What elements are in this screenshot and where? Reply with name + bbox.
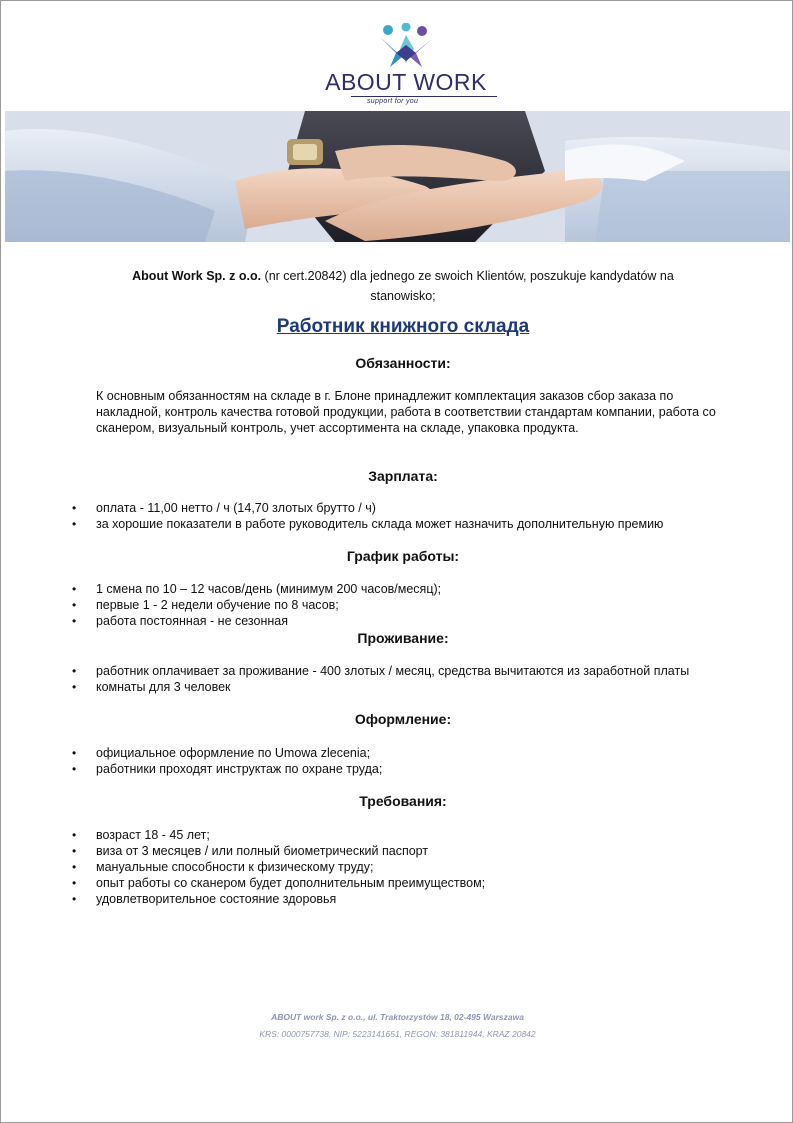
logo-tagline: support for you [367, 98, 419, 105]
hands-photo-banner [5, 111, 790, 242]
logo-underline [351, 96, 497, 97]
housing-heading: Проживание: [357, 630, 449, 646]
logo-name: ABOUT WORK [325, 69, 487, 95]
requirements-list [1, 827, 716, 907]
company-logo [301, 23, 511, 105]
list-item: • работники проходят инструктаж по охране труда; [1, 761, 716, 777]
people-logo-icon [376, 23, 436, 69]
hands-photo-image [5, 111, 790, 242]
duties-heading: Обязанности: [355, 355, 451, 371]
registration-heading: Оформление: [354, 711, 452, 727]
company-name: About Work Sp. z o.o. [132, 269, 262, 283]
list-item: • возраст 18 - 45 лет; [1, 827, 716, 843]
intro-text: (nr cert.20842) dla jednego ze swoich Klientów, poszukuje kandydatów na stanowisko; [261, 269, 674, 303]
list-item: • за хорошие показатели в работе руководитель склада может назначить дополнительную премию [1, 516, 716, 532]
duties-text: К основным обязанностям на складе в г. Блоне принадлежит комплектация заказов сбор заказа по накладной, контроль качества готовой продукции, работа в соответствии стандартам компании, работа со сканером, визуальный контроль, учет ассортимента на складе, упаковка продукта. [96, 389, 716, 435]
list-item: • 1 смена по 10 – 12 часов/день (минимум 200 часов/месяц); [1, 581, 716, 597]
list-item: • опыт работы со сканером будет дополнительным преимуществом; [1, 875, 716, 891]
list-item: • виза от 3 месяцев / или полный биометрический паспорт [1, 843, 716, 859]
registration-list [1, 745, 716, 777]
footer-address [1, 1012, 793, 1022]
footer-registration: KRS: 0000757738. NIP: 5223141651, REGON: 381811944, KRAZ 20842 [259, 1029, 536, 1039]
job-title: Работник книжного склада [276, 316, 530, 337]
requirements-heading: Требования: [359, 793, 447, 809]
list-item: • официальное оформление по Umowa zlecenia; [1, 745, 716, 761]
list-item: • первые 1 - 2 недели обучение по 8 часов; [1, 597, 716, 613]
list-item: • оплата - 11,00 нетто / ч (14,70 злотых брутто / ч) [1, 500, 716, 516]
schedule-list [1, 581, 716, 629]
list-item: • работник оплачивает за проживание - 400 злотых / месяц, средства вычитаются из заработной платы [1, 663, 716, 679]
salary-list [1, 500, 716, 532]
intro-paragraph [111, 266, 695, 306]
list-item: • работа постоянная - не сезонная [1, 613, 716, 629]
list-item: • удовлетворительное состояние здоровья [1, 891, 716, 907]
list-item: • мануальные способности к физическому труду; [1, 859, 716, 875]
salary-heading: Зарплата: [368, 468, 438, 484]
housing-list [1, 663, 716, 695]
list-item: • комнаты для 3 человек [1, 679, 716, 695]
footer-address-text: ABOUT work Sp. z o.o., ul. Traktorzystów 18, 02-495 Warszawa [271, 1012, 524, 1022]
schedule-heading: График работы: [346, 548, 460, 564]
